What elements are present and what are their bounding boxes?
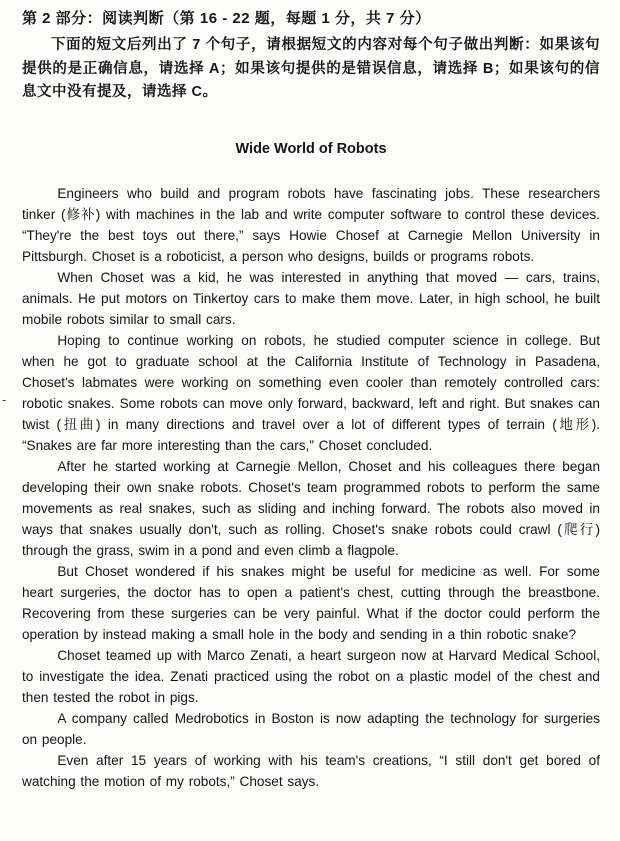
- passage-paragraph: Hoping to continue working on robots, he studied computer science in college. But when he got to graduate school at the California Institute of Technology in Pasadena, Choset's labmates were working on something even cooler than remotely controlled cars: robotic snakes. Some robots can move only forward, backward, left and right. But snakes can twist (扭曲) in many directions and travel over a lot of different types of terrain (地形). “Snakes are far more interesting than the cars,” Choset concluded.: [22, 332, 600, 453]
- section-instructions: 下面的短文后列出了 7 个句子，请根据短文的内容对每个句子做出判断：如果该句提供的是正确信息，请选择 A；如果该句提供的是错误信息，请选择 B；如果该句的信息文中没有提及，请选择 C。: [22, 37, 600, 100]
- passage-paragraph: But Choset wondered if his snakes might be useful for medicine as well. For some heart surgeries, the doctor has to open a patient's chest, cutting through the breastbone. Recovering from these surgeries can be very painful. What if the doctor could perform the operation by instead making a small hole in the body and sending in a thin robotic snake?: [22, 563, 600, 642]
- passage-paragraph: Choset teamed up with Marco Zenati, a heart surgeon now at Harvard Medical School, to investigate the idea. Zenati practiced using the robot on a plastic model of the chest and then tested the robot in pigs.: [22, 647, 600, 705]
- passage-paragraph: A company called Medrobotics in Boston is now adapting the technology for surgeries on people.: [22, 710, 600, 747]
- passage-paragraph: Engineers who build and program robots have fascinating jobs. These researchers tinker (修补) with machines in the lab and write computer software to control these devices. “They're the best toys out there,” says Howie Chosef at Carnegie Mellon University in Pittsburgh. Choset is a roboticist, a person who designs, builds or programs robots.: [22, 185, 600, 264]
- passage-title: Wide World of Robots: [235, 140, 387, 157]
- passage-paragraph: After he started working at Carnegie Mellon, Choset and his colleagues there began developing their own snake robots. Choset's team programmed robots to perform the same movements as real snakes, such as sliding and inching forward. The robots also moved in ways that snakes usually don't, such as rolling. Choset's snake robots could crawl (爬行) through the grass, swim in a pond and even climb a flagpole.: [22, 458, 600, 558]
- passage-body: [22, 183, 600, 792]
- section-heading: 第 2 部分：阅读判断（第 16 - 22 题，每题 1 分，共 7 分）: [22, 10, 431, 27]
- scan-margin-mark: -: [2, 392, 7, 407]
- passage-paragraph: When Choset was a kid, he was interested in anything that moved — cars, trains, animals. He put motors on Tinkertoy cars to make them move. Later, in high school, he built mobile robots similar to small cars.: [22, 269, 600, 327]
- passage-paragraph: Even after 15 years of working with his team's creations, “I still don't get bored of watching the motion of my robots,” Choset says.: [22, 752, 600, 789]
